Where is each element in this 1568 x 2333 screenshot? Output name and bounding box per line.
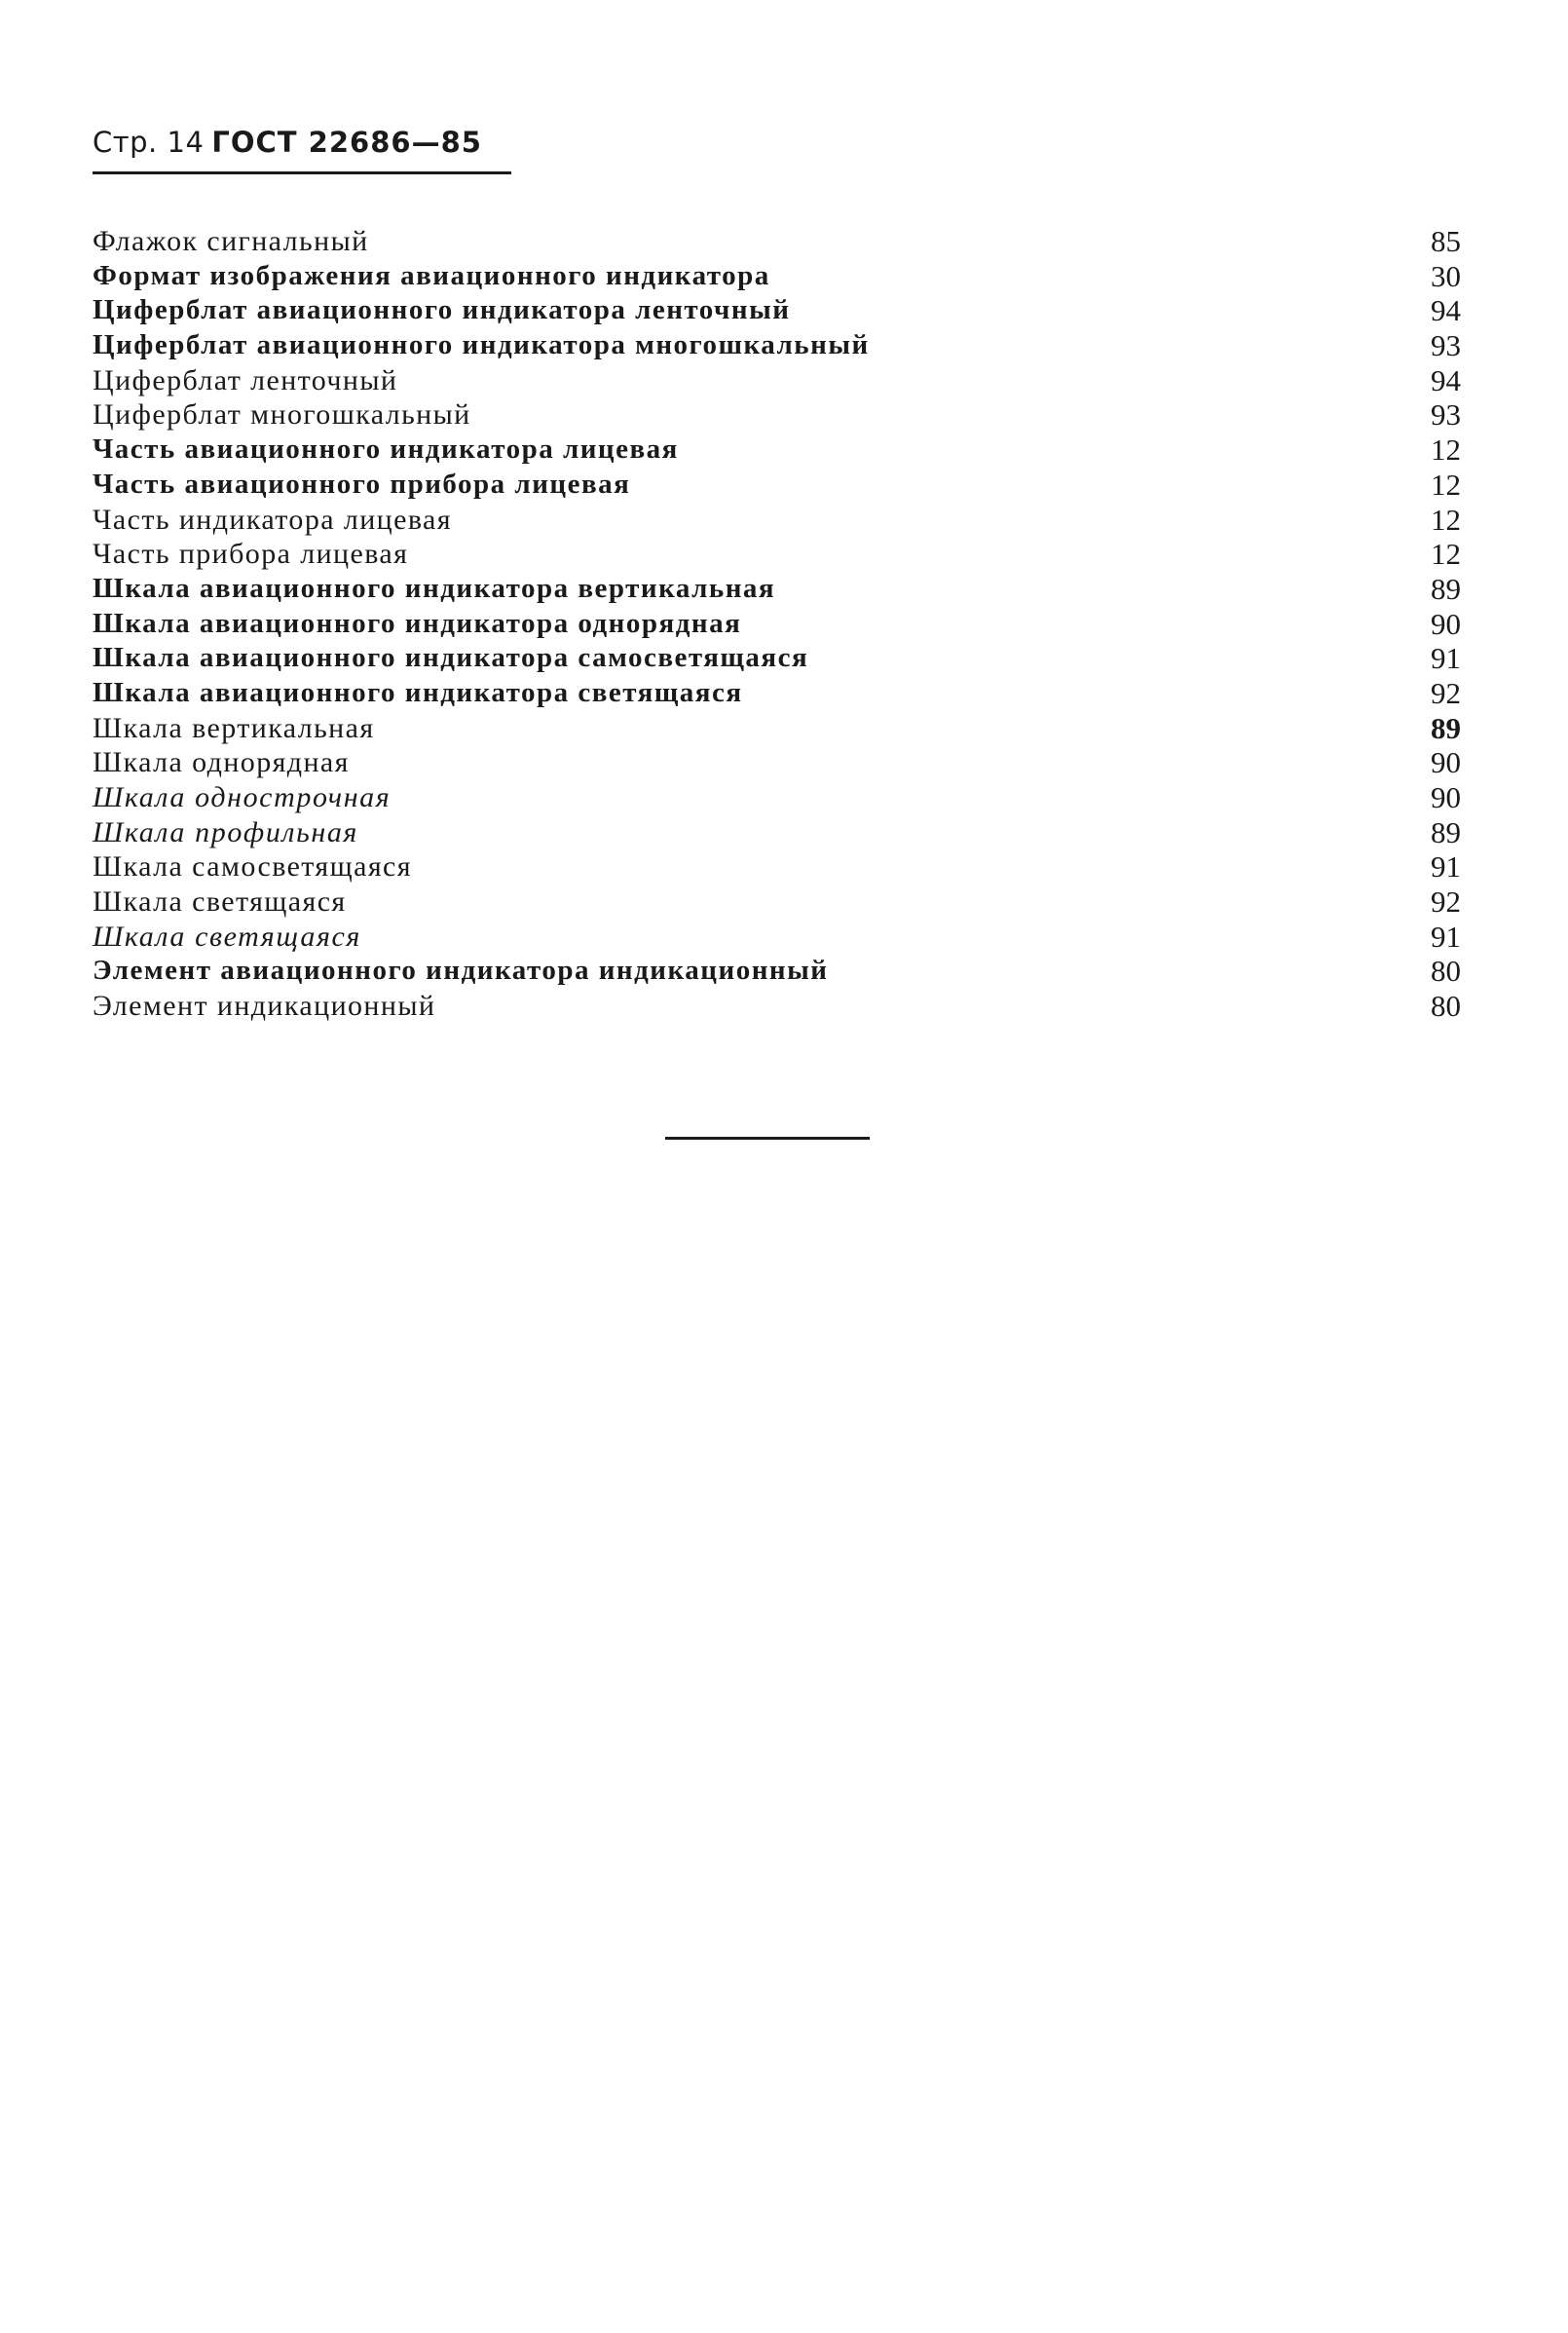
index-page-number: 94 — [1431, 362, 1461, 397]
index-page-number: 92 — [1431, 884, 1461, 920]
index-term: Шкала однострочная — [93, 781, 392, 813]
index-term: Шкала авиационного индикатора однорядная — [93, 607, 742, 639]
index-entry — [93, 954, 1461, 989]
index-page-number: 12 — [1431, 537, 1461, 572]
index-page-number: 92 — [1431, 675, 1461, 710]
page-header — [93, 125, 511, 160]
index-term: Циферблат авиационного индикатора многошкальный — [93, 329, 870, 361]
page-number-label: Стр. 14 — [93, 126, 205, 159]
index-page-number: 91 — [1431, 919, 1461, 954]
index-page-number: 91 — [1431, 641, 1461, 676]
index-entry — [93, 572, 1461, 607]
header-underline — [93, 171, 511, 174]
index-entry — [93, 780, 1461, 815]
index-page-number: 80 — [1431, 954, 1461, 989]
index-term: Часть прибора лицевая — [93, 538, 409, 571]
index-term: Шкала светящаяся — [93, 920, 361, 953]
index-entry — [93, 745, 1461, 780]
index-entry — [93, 224, 1461, 259]
index-term: Шкала вертикальная — [93, 711, 375, 744]
index-page-number: 91 — [1431, 849, 1461, 884]
index-term: Шкала профильная — [93, 815, 358, 848]
index-page-number: 93 — [1431, 328, 1461, 363]
index-term: Шкала авиационного индикатора самосветящаяся — [93, 642, 809, 674]
index-page-number: 90 — [1431, 606, 1461, 641]
index-term: Флажок сигнальный — [93, 225, 369, 257]
index-page-number: 30 — [1431, 258, 1461, 293]
index-entry — [93, 676, 1461, 711]
index-page-number: 12 — [1431, 502, 1461, 537]
end-of-section-rule — [665, 1137, 870, 1140]
index-page-number: 90 — [1431, 745, 1461, 780]
index-page-number: 80 — [1431, 989, 1461, 1024]
index-term: Шкала однорядная — [93, 746, 350, 779]
index-entry — [93, 815, 1461, 850]
index-entry — [93, 468, 1461, 503]
index-page-number: 12 — [1431, 433, 1461, 468]
index-entry — [93, 711, 1461, 746]
index-term: Шкала авиационного индикатора светящаяся — [93, 676, 743, 708]
index-page-number: 93 — [1431, 397, 1461, 433]
index-term: Часть индикатора лицевая — [93, 503, 452, 536]
index-term: Шкала авиационного индикатора вертикальная — [93, 572, 776, 604]
index-term: Часть авиационного индикатора лицевая — [93, 433, 679, 466]
index-page-number: 94 — [1431, 293, 1461, 328]
index-term: Элемент авиационного индикатора индикационный — [93, 955, 829, 987]
index-entry — [93, 293, 1461, 328]
index-term: Часть авиационного прибора лицевая — [93, 468, 631, 500]
index-entry — [93, 328, 1461, 363]
index-page-number: 89 — [1431, 571, 1461, 606]
alphabetical-index-list — [93, 224, 1461, 1024]
index-entry — [93, 641, 1461, 676]
index-entry — [93, 259, 1461, 294]
index-page-number: 12 — [1431, 467, 1461, 502]
index-entry — [93, 363, 1461, 398]
index-entry — [93, 433, 1461, 468]
index-entry — [93, 503, 1461, 538]
index-term: Циферблат многошкальный — [93, 398, 471, 432]
index-term: Циферблат авиационного индикатора ленточный — [93, 294, 791, 326]
standard-designation: ГОСТ 22686—85 — [211, 126, 482, 159]
index-term: Шкала светящаяся — [93, 885, 347, 919]
index-term: Шкала самосветящаяся — [93, 850, 412, 884]
index-entry — [93, 884, 1461, 920]
index-entry — [93, 397, 1461, 433]
index-entry — [93, 920, 1461, 955]
index-page-number: 89 — [1431, 814, 1461, 849]
index-term: Элемент индикационный — [93, 990, 436, 1023]
index-entry — [93, 607, 1461, 642]
index-page-number: 90 — [1431, 780, 1461, 814]
index-page-number: 85 — [1431, 224, 1461, 258]
index-page-number: 89 — [1431, 710, 1461, 745]
index-term: Циферблат ленточный — [93, 363, 398, 396]
index-term: Формат изображения авиационного индикатора — [93, 259, 770, 291]
index-entry — [93, 537, 1461, 572]
index-entry — [93, 989, 1461, 1024]
index-entry — [93, 849, 1461, 884]
